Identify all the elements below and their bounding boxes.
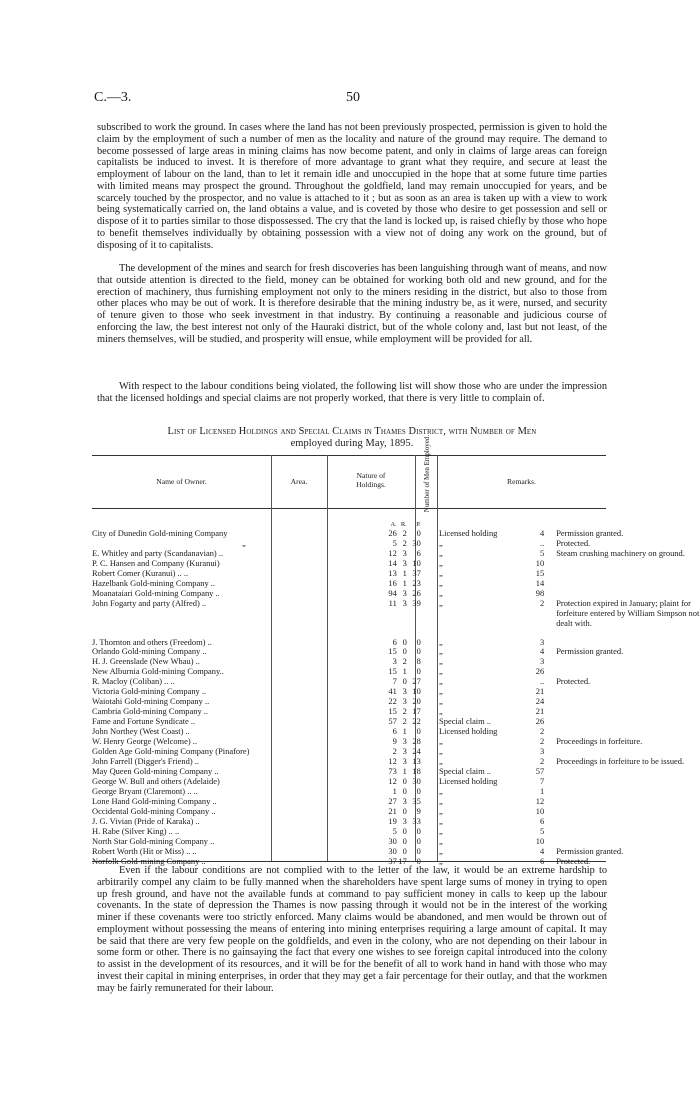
area-acres: 21 [388,805,397,816]
owner-cell: Lone Hand Gold-mining Company .. [92,796,217,806]
nature-cell: „ [439,666,443,677]
area-acres: 13 [388,567,397,578]
area-acres: 30 [388,835,397,846]
area-acres: 19 [388,815,397,826]
area-roods: 0 [402,646,407,657]
owner-cell: Waiotahi Gold-mining Company .. [92,697,210,707]
area-perches: 13 [412,755,421,766]
nature-cell: „ [439,746,443,757]
owner-cell: J. G. Vivian (Pride of Karaka) .. [92,816,200,826]
owner-cell: John Northey (West Coast) .. [92,727,190,737]
owner-cell: Golden Age Gold-mining Company (Pinafore) [92,747,250,757]
area-perches: 35 [412,795,421,806]
men-employed-cell: 4 [539,845,545,856]
owner-cell: Robert Worth (Hit or Miss) .. .. [92,846,197,856]
area-perches: 0 [416,666,421,677]
remarks-cell [548,827,700,837]
remarks-cell: Protection expired in January; plaint for forfeiture entered by William Simpson not dealt with. [556,597,700,628]
owner-cell: „ [242,538,246,548]
area-perches: 22 [412,716,421,727]
area-roods: 3 [402,736,407,747]
nature-cell: Licensed holding [439,528,498,538]
owner-cell: H. Rabe (Silver King) .. .. [92,826,180,836]
table-header-rule [92,508,606,509]
area-roods: 1 [402,666,407,677]
men-employed-cell: 2 [539,597,545,608]
area-roods: 1 [402,577,407,588]
area-acres: 6 [392,726,397,737]
area-roods: 0 [402,835,407,846]
men-employed-cell: 7 [539,775,545,786]
owner-cell: Moanataiari Gold-mining Company .. [92,588,220,598]
nature-cell: „ [439,567,443,578]
owner-cell: J. Thornton and others (Freedom) .. [92,637,212,647]
area-perches: 0 [416,528,421,538]
area-acres: 26 [388,528,397,538]
table-caption [92,426,612,450]
men-employed-cell: 21 [535,706,545,717]
remarks-cell: Protected. [556,676,591,687]
area-perches: 8 [416,656,421,667]
men-employed-cell: 4 [539,646,545,657]
men-employed-cell: .. [539,537,545,548]
nature-cell: „ [439,835,443,846]
area-roods: 3 [402,755,407,766]
area-roods: 2 [402,528,407,538]
nature-cell: „ [439,825,443,836]
nature-cell: „ [439,785,443,796]
area-acres: 5 [392,537,397,548]
owner-cell: Hazelbank Gold-mining Company .. [92,578,216,588]
men-employed-cell: 10 [535,805,545,816]
area-perches: 26 [412,587,421,598]
area-roods: 0 [402,845,407,856]
area-acres: 12 [388,755,397,766]
area-roods: 2 [402,706,407,717]
men-employed-cell: 1 [539,785,545,796]
area-roods: 0 [402,775,407,786]
area-perches: 10 [412,557,421,568]
remarks-cell: Permission granted. [556,646,624,657]
remarks-cell [548,687,700,697]
nature-cell: Licensed holding [439,726,498,737]
area-perches: 6 [416,547,421,558]
nature-cell: „ [439,795,443,806]
area-perches: 17 [412,706,421,717]
area-acres: 15 [388,646,397,657]
area-acres: 41 [388,686,397,697]
nature-cell: „ [439,855,443,866]
document-reference: C.—3. [94,90,132,105]
area-perches: 20 [412,696,421,707]
owner-cell: May Queen Gold-mining Company .. [92,766,219,776]
men-employed-cell: 3 [539,746,545,757]
area-acres: 12 [388,547,397,558]
area-acres: 30 [388,845,397,856]
remarks-cell [548,787,700,797]
nature-cell: „ [439,815,443,826]
column-header-nature: Nature of Holdings. [356,471,386,489]
owner-cell: North Star Gold-mining Company .. [92,836,215,846]
area-perches: 0 [416,646,421,657]
owner-cell: Norfolk Gold-mining Company .. [92,856,206,866]
nature-cell: „ [439,636,443,647]
nature-cell: „ [439,696,443,707]
men-employed-cell: 2 [539,726,545,737]
area-roods: 3 [402,815,407,826]
remarks-cell: Permission granted. [556,845,624,856]
men-employed-cell: 24 [535,696,545,707]
owner-cell: Orlando Gold-mining Company .. [92,647,207,657]
remarks-cell [548,569,700,579]
nature-cell: „ [439,706,443,717]
remarks-cell: Protected. [556,537,591,548]
area-acres: 14 [388,557,397,568]
owner-cell: Victoria Gold-mining Company .. [92,687,207,697]
area-perches: 0 [416,726,421,737]
area-perches: 30 [412,537,421,548]
paragraph-2: The development of the mines and search for fresh discoveries has been languishing through want of means, and now that outside attention is directed to the field, money can be obtained for working both old and new ground, and for the erection of machinery, thus furnishing employment not only to the miners residing in the district, but also to those from other places who may be out of work. It is therefore desirable that the mining industry be, as it were, nursed, and security of tenure given to those who seek investment in that industry. By continuing a reasonable and judicious course of enforcing the law, the best interest not only of the Hauraki district, but of the whole colony and, last but not least, of the miners themselves, will be studied, and prosperity will ensue, while employment will be provided for all. [97,263,607,345]
nature-cell: „ [439,557,443,568]
holdings-table [92,521,700,866]
area-acres: 73 [388,765,397,776]
area-perches: 0 [416,835,421,846]
men-employed-cell: 98 [535,587,545,598]
men-employed-cell: 21 [535,686,545,697]
area-perches: 0 [416,825,421,836]
remarks-cell [548,579,700,589]
nature-cell: „ [439,537,443,548]
men-employed-cell: 3 [539,636,545,647]
area-roods: 3 [402,587,407,598]
men-employed-cell: 10 [535,835,545,846]
nature-cell: Special claim .. [439,765,492,776]
area-acres: 7 [392,676,397,687]
nature-cell: Special claim .. [439,716,492,727]
men-employed-cell: 26 [535,666,545,677]
area-roods: 0 [402,785,407,796]
paragraph-4: Even if the labour conditions are not complied with to the letter of the law, it would be an extreme hardship to arbitrarily compel any claim to be fully manned when the shareholders have spent large sums of money in trying to open up fresh ground, and have not the available funds at command to pay sufficient money in calls to keep up the labour covenants. In the state of depression the Thames is now passing through it would not be in the interest of the working miner if these covenants were too strictly enforced. Many claims would be abandoned, and men would be thrown out of employment without possessing the means of entering into mining enterprises requiring a large amount of capital. It may be said that there are very few people on the goldfields, and even in the colony, who are not depending on their labour in some form or other. There is no gainsaying the fact that every one wishes to see foreign capital introduced into the colony to assist in the development of its resources, and it will be for the benefit of all to work hand in hand with those who may invest their capital in mining enterprises, in order that they may get a fair percentage for their outlay, and that the workmen may be fairly remunerated for their labour. [97,865,607,994]
men-employed-cell: 6 [539,815,545,826]
men-employed-cell: 5 [539,547,545,558]
area-acres: 3 [392,656,397,667]
area-roods: 0 [402,825,407,836]
area-roods: 2 [402,537,407,548]
owner-cell: P. C. Hansen and Company (Kuranui) [92,558,220,568]
nature-cell: „ [439,597,443,608]
area-acres: 37 [388,855,397,866]
area-perches: 27 [412,676,421,687]
area-acres: 22 [388,696,397,707]
area-roods: 0 [402,676,407,687]
area-acres: 57 [388,716,397,727]
area-acres: 15 [388,706,397,717]
area-roods: 2 [402,716,407,727]
area-roods: 0 [402,805,407,816]
owner-cell: Occidental Gold-mining Company .. [92,806,216,816]
remarks-cell [548,767,700,777]
nature-cell: „ [439,547,443,558]
nature-cell: „ [439,845,443,856]
area-roods: 3 [402,686,407,697]
nature-cell: „ [439,646,443,657]
table-row [92,847,700,857]
remarks-cell [548,777,700,787]
owner-cell: Fame and Fortune Syndicate .. [92,717,196,727]
remarks-cell [548,707,700,717]
remarks-cell [548,817,700,827]
area-acres: 16 [388,577,397,588]
area-roods: 3 [402,696,407,707]
column-header-owner: Name of Owner. [156,477,207,486]
remarks-cell [548,797,700,807]
area-roods: 3 [402,795,407,806]
men-employed-cell: .. [539,676,545,687]
owner-cell: New Alburnia Gold-mining Company.. [92,667,224,677]
area-roods: 1 [402,765,407,776]
area-acres: 11 [388,597,397,608]
area-acres: 6 [392,636,397,647]
area-cell [376,599,429,629]
remarks-cell: Steam crushing machinery on ground. [556,547,685,558]
nature-cell: „ [439,755,443,766]
area-roods: 17 [398,855,407,866]
column-header-remarks: Remarks. [507,477,536,486]
paragraph-3: With respect to the labour conditions being violated, the following list will show those who are under the impression that the licensed holdings and special claims are not properly worked, that there is very little to complain of. [97,381,607,404]
owner-cell: Robert Comer (Kuranui) .. .. [92,568,189,578]
remarks-cell: Proceedings in forfeiture to be issued. [556,755,685,766]
area-acres: 5 [392,825,397,836]
table-top-rule [92,455,606,456]
area-perches: 10 [412,686,421,697]
unit-perches: P. [416,521,421,528]
column-header-area: Area. [290,477,308,486]
area-perches: 39 [412,597,421,608]
men-employed-cell: 3 [539,656,545,667]
owner-cell: George W. Bull and others (Adelaide) [92,776,220,786]
men-employed-cell: 6 [539,855,545,866]
owner-cell: John Fogarty and party (Alfred) .. [92,598,207,608]
area-acres: 94 [388,587,397,598]
column-header-men: Number of Men Employed. [422,434,431,513]
area-cell [376,847,429,857]
owner-cell: W. Henry George (Welcome) .. [92,737,197,747]
remarks-cell: Proceedings in forfeiture. [556,736,643,747]
men-employed-cell: 10 [535,557,545,568]
men-employed-cell: 26 [535,716,545,727]
owner-cell: E. Whitley and party (Scandanavian) .. [92,548,224,558]
remarks-cell [548,559,700,569]
area-roods: 1 [402,567,407,578]
nature-cell: „ [439,686,443,697]
remarks-cell: Permission granted. [556,528,624,538]
men-employed-cell: 12 [535,795,545,806]
area-acres: 12 [388,775,397,786]
nature-cell: „ [439,736,443,747]
owner-cell: City of Dunedin Gold-mining Company [92,529,228,538]
area-perches: 0 [416,636,421,647]
paragraph-1: subscribed to work the ground. In cases where the land has not been previously prospected, permission is given to hold the claim by the employment of such a number of men as the locality and nature of the ground may require. The demand to become possessed of large areas in mining claims has now become patent, and only in claims of large areas can foreign capitalists be induced to invest. It is therefore of more advantage to grant what they require, and secure at least the employment of labour on the land, than to let it remain idle and unoccupied in the hope that at some future time parties with limited means may prospect the ground. Throughout the goldfield, land may remain unoccupied for years, and be scarcely touched by the prospector, and no value is attached to it ; but as soon as an area is taken up with a view to work being systematically carried on, the land obtains a value, and is coveted by those who desire to get possession and sell or dispose of it to parties similar to those dispossessed. The cry that the land is locked up, is raised chiefly by those who hope to benefit themselves individually by obtaining possession with a view not of doing any work on the ground, but of disposing of it to capitalists. [97,122,607,251]
men-employed-cell: 2 [539,755,545,766]
table-row [92,599,700,629]
area-acres: 2 [392,746,397,757]
nature-cell: „ [439,676,443,687]
men-employed-cell: 4 [539,528,545,538]
area-perches: 23 [412,577,421,588]
unit-acres: A. [390,521,397,528]
nature-cell: „ [439,656,443,667]
page-number: 50 [346,90,360,105]
nature-cell: Licensed holding [439,775,498,786]
area-acres: 1 [392,785,397,796]
area-roods: 2 [402,656,407,667]
area-roods: 3 [402,557,407,568]
nature-cell: „ [439,587,443,598]
owner-cell: H. J. Greenslade (New Whau) .. [92,657,200,667]
men-employed-cell: 5 [539,825,545,836]
owner-cell: Cambria Gold-mining Company .. [92,707,209,717]
area-perches: 30 [412,775,421,786]
area-perches: 9 [416,805,421,816]
area-roods: 1 [402,726,407,737]
table-caption-line-2: employed during May, 1895. [290,438,414,449]
owner-cell: R. Macloy (Coliban) .. .. [92,677,175,687]
remarks-cell [548,657,700,667]
remarks-cell: Protected. [556,855,591,866]
area-perches: 37 [412,567,421,578]
area-perches: 28 [412,736,421,747]
area-perches: 0 [416,785,421,796]
unit-roods: R. [400,521,407,528]
nature-cell: „ [439,577,443,588]
men-employed-cell: 2 [539,736,545,747]
men-employed-cell: 14 [535,577,545,588]
area-perches: 0 [416,855,421,866]
area-perches: 33 [412,815,421,826]
area-roods: 3 [402,597,407,608]
table-caption-line-1: List of Licensed Holdings and Special Claims in Thames District, with Number of Men [167,426,537,437]
area-roods: 3 [402,547,407,558]
area-acres: 15 [388,666,397,677]
remarks-cell [548,807,700,817]
men-employed-cell: 57 [535,765,545,776]
remarks-cell [548,697,700,707]
area-perches: 18 [412,765,421,776]
owner-cell: George Bryant (Claremont) .. .. [92,786,198,796]
area-perches: 24 [412,746,421,757]
nature-cell: „ [439,805,443,816]
area-acres: 9 [392,736,397,747]
area-perches: 0 [416,845,421,856]
owner-cell: John Farrell (Digger's Friend) .. [92,756,199,766]
area-acres: 27 [388,795,397,806]
holdings-table-body [92,521,700,866]
area-roods: 0 [402,636,407,647]
remarks-cell [548,717,700,727]
men-employed-cell: 15 [535,567,545,578]
area-roods: 3 [402,746,407,757]
